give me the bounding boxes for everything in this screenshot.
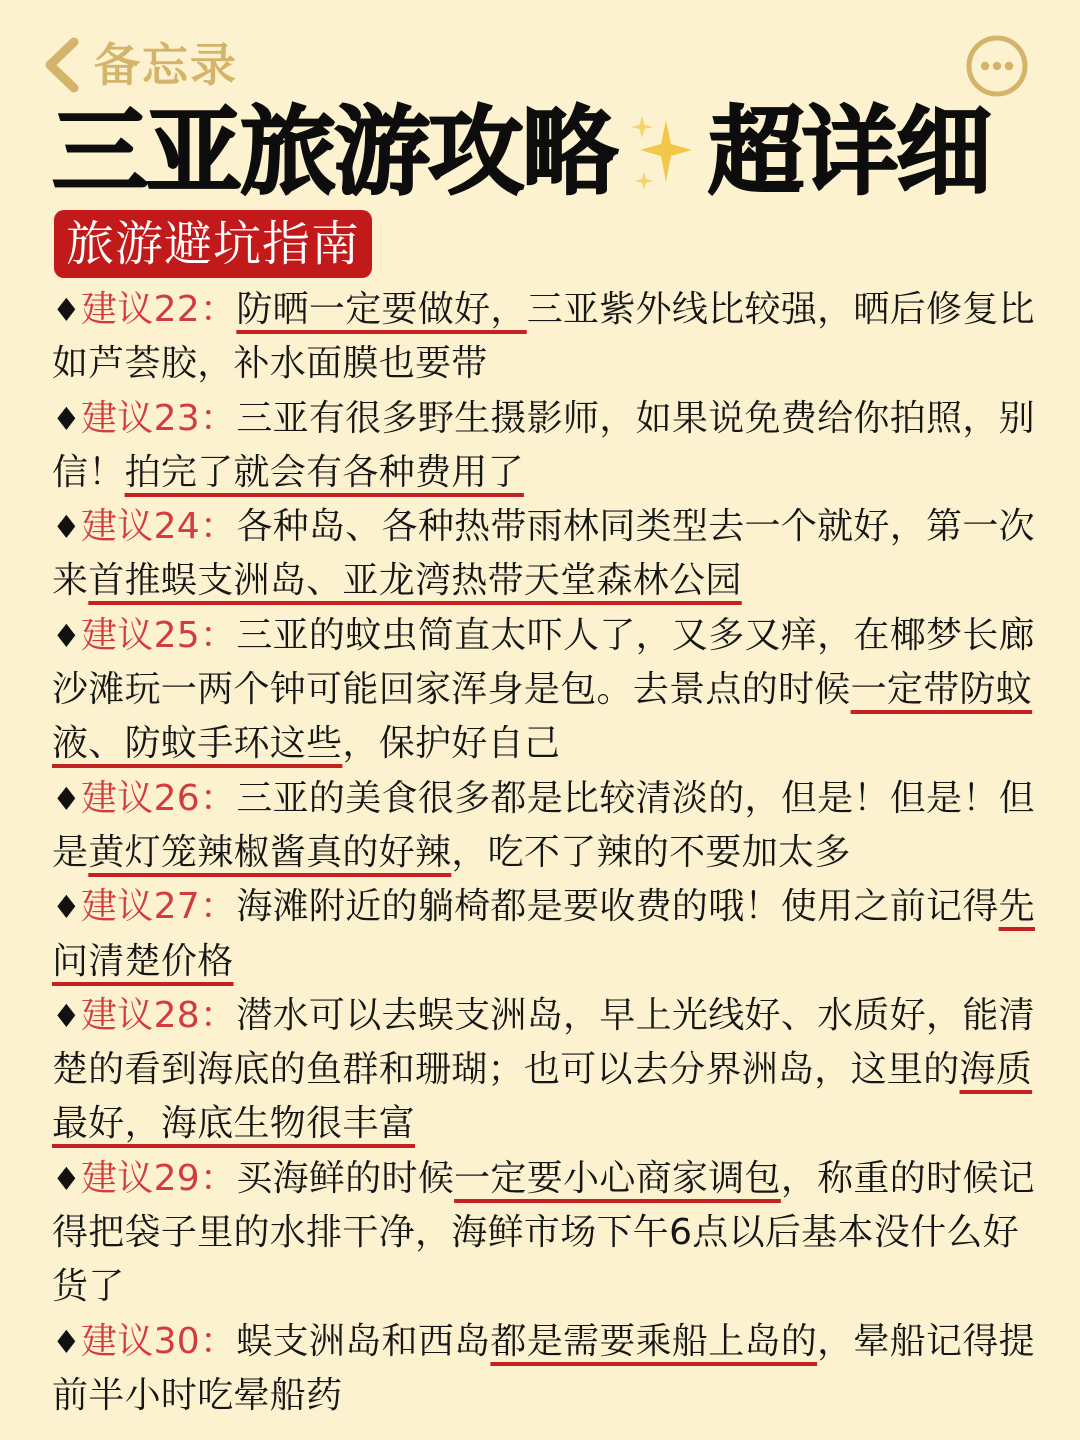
tip-text: 蜈支洲岛和西岛 (236, 1320, 491, 1362)
tip-text: 各种岛、各种热带雨林同类型去一个就好，第一次来 (52, 506, 1035, 602)
tip-item (52, 772, 1042, 881)
tip-item (52, 1152, 1042, 1315)
more-horizontal-icon (964, 33, 1030, 99)
tip-highlight-text: 黄灯笼辣椒酱真的好辣 (88, 831, 452, 873)
diamond-bullet-icon: ♦ (52, 616, 81, 655)
tip-label: 建议22： (81, 289, 237, 330)
section-badge: 旅游避坑指南 (54, 210, 372, 278)
tip-text: 三亚的美食很多都是比较清淡的，但是！但是！但是 (52, 777, 1035, 873)
tip-item (52, 989, 1042, 1152)
tip-highlight-text: 先问清楚价格 (52, 886, 1035, 982)
tip-item (52, 500, 1042, 609)
tip-label: 建议23： (81, 397, 237, 439)
tip-highlight-text: 首推蜈支洲岛、亚龙湾热带天堂森林公园 (88, 560, 742, 602)
tip-text: 三亚的蚊虫简直太吓人了，又多又痒，在椰梦长廊沙滩玩一两个钟可能回家浑身是包。去景点的时候 (52, 614, 1035, 711)
tip-label: 建议25： (81, 614, 237, 656)
title-right: 超详细 (708, 96, 990, 208)
tip-highlight-text: 防晒一定要做好， (236, 289, 527, 330)
title-left: 三亚旅游攻略 (52, 96, 616, 208)
tip-label: 建议28： (81, 994, 237, 1036)
diamond-bullet-icon: ♦ (52, 291, 81, 329)
tip-label: 建议24： (81, 506, 237, 548)
back-button[interactable] (38, 30, 238, 100)
diamond-bullet-icon: ♦ (52, 399, 81, 438)
tip-highlight-text: 一定要小心商家调包 (454, 1157, 781, 1199)
tip-text: ，晕船记得提前半小时吃晕船药 (52, 1320, 1035, 1416)
diamond-bullet-icon: ♦ (52, 888, 81, 927)
more-button[interactable] (964, 33, 1030, 99)
diamond-bullet-icon: ♦ (52, 1159, 81, 1198)
tip-text: 三亚有很多野生摄影师，如果说免费给你拍照，别信！ (52, 397, 1035, 493)
tip-text: ，吃不了辣的不要加太多 (451, 831, 851, 873)
tip-highlight-text: 海质最好，海底生物很丰富 (52, 1049, 1033, 1145)
diamond-bullet-icon: ♦ (52, 779, 81, 818)
diamond-bullet-icon: ♦ (52, 996, 81, 1035)
tip-label: 建议27： (81, 886, 237, 928)
tip-highlight-text: 都是需要乘船上岛的 (490, 1320, 818, 1362)
tip-highlight-text: 一定带防蚊液、防蚊手环这些 (52, 669, 1033, 765)
tip-item (52, 880, 1042, 989)
back-label: 备忘录 (94, 38, 238, 92)
tip-text: ，保护好自己 (342, 723, 561, 765)
diamond-bullet-icon: ♦ (52, 508, 81, 547)
tip-text: 海滩附近的躺椅都是要收费的哦！使用之前记得 (236, 886, 999, 928)
tips-list (52, 283, 1042, 1423)
tip-item (52, 1315, 1042, 1424)
tip-label: 建议29： (81, 1157, 237, 1199)
tip-highlight-text: 拍完了就会有各种费用了 (124, 451, 524, 493)
diamond-bullet-icon: ♦ (52, 1322, 81, 1361)
chevron-left-icon (38, 34, 86, 96)
tip-label: 建议26： (81, 777, 237, 819)
tip-item (52, 283, 1042, 392)
tip-text: ，称重的时候记得把袋子里的水排干净，海鲜市场下午6点以后基本没什么好货了 (52, 1157, 1035, 1308)
tip-text: 三亚紫外线比较强，晒后修复比如芦荟胶，补水面膜也要带 (52, 289, 1035, 385)
tip-text: 潜水可以去蜈支洲岛，早上光线好、水质好，能清楚的看到海底的鱼群和珊瑚；也可以去分界洲岛，这里的 (52, 994, 1035, 1091)
tip-text: 买海鲜的时候 (236, 1157, 455, 1199)
tip-label: 建议30： (81, 1320, 237, 1362)
tip-item (52, 392, 1042, 501)
sparkles-icon (624, 92, 698, 212)
tip-item (52, 609, 1042, 772)
page-title (52, 92, 1042, 212)
